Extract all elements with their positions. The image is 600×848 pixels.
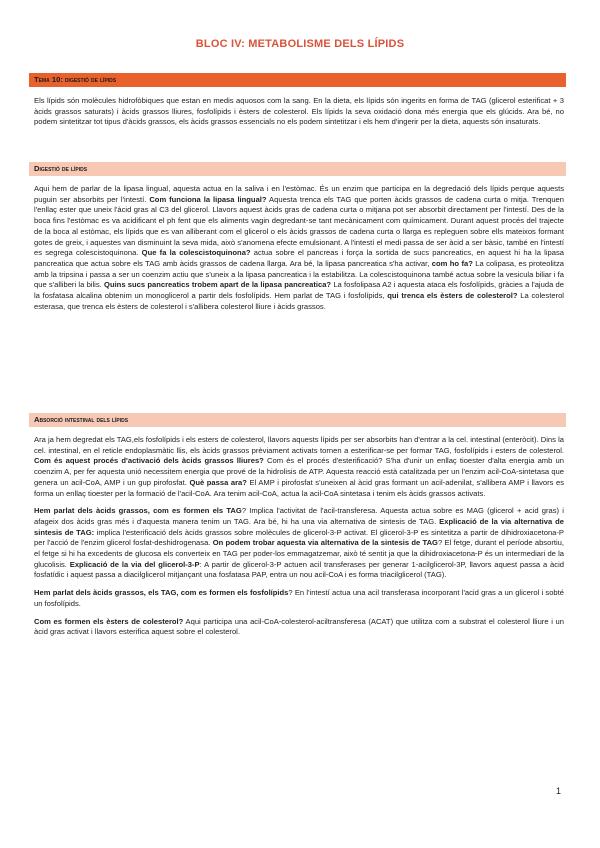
digestio-text-4: La colipasa, es proteolitza amb la tripsina i passa a ser un coenzim actiu que s'uneix a la lipasa pancreatica i la estabilitza. La colescistoquinona també actua sobre la vesicula biliar i fa que s'alliberi la bilis. [34,258,564,290]
digestio-paragraph [34,184,564,312]
absorcio-paragraph-4 [34,617,564,638]
absorcio-text-5: implica l'esterificació dels àcids grassos sobre molècules de glicerol-3-P activat. El glicerol-3-P es sintetitza a partir de dihidroxiacetona-P per l'acció de l'enzim glicerol fosfat-deshidrogenasa. [34,527,564,548]
digestio-text-2: Aquesta trenca els TAG que porten àcids grassos de cadena curta o mitja. Trenquen l'enllaç ester que uneix l'àcid gras al C3 del glicerol. Llavors aquest àcids gras de cadena curta o mitjana pot ser absorbit directament per l'intestí. Des de la boca fins l'estòmac es va acidificant el ph fent que els aliments vagin degredant-se tant mecànicament com químicament. Durant aquest procés del trajecte de la boca al estòmac, els lípids que es van alliberant com el glicerol o els àcids grassos de cadena curta o llarga es repleguen sobre ells mateixos formant gotes de greix, i aquestes van disminuint la seva mida, això s'anomena efecte emulsionant. A l'intestí el medi passa de ser àcid a ser bàsic, també en l'intestí es segrega colescistoquinona. [34,194,565,258]
absorcio-question-2: Què passa ara? [189,477,247,487]
digestio-question-1: Com funciona la lipasa lingual? [149,194,267,204]
absorcio-question-8: Com es formen els èsters de colesterol? [34,616,184,626]
absorcio-question-6: Explicació de la via del glicerol-3-P [69,559,200,569]
digestio-text-1: Aqui hem de parlar de la lipasa lingual, aquesta actua en la saliva i en l'estòmac. És un enzim que participa en la degredació dels lípids perque aquests puguin ser absorbits per l'intestí. [34,184,564,204]
absorcio-paragraph-1 [34,435,564,499]
page-number: 1 [556,786,562,796]
digestio-text-3: actua sobre el pancreas i força la sortida de sucs pancreatics, en aquest hi ha la lipasa pancreatica que actua sobre els TAG amb àcids grassos de cadena llarga. Ara bé, la lipasa pancreatica s'ha activar, [34,248,564,268]
absorcio-body [34,435,564,645]
tema-heading-rest: : digestió de lípids [60,75,117,84]
absorcio-paragraph-3 [34,588,564,609]
digestio-question-5: qui trenca els èsters de colesterol? [387,291,518,301]
section-heading-absorcio: Absorció intestinal dels lípids [29,413,566,427]
tema-heading-number: Tema 10 [34,75,61,84]
digestio-question-4: Quins sucs pancreatics trobem apart de la lipasa pancreatica? [104,280,332,290]
digestio-text-6: La colesterol esterasa, que trenca els èsters de colesterol i s'allibera colesterol lliure i àcids grassos. [34,291,564,311]
absorcio-paragraph-2 [34,506,564,581]
absorcio-text-2: Com és el procés d'esterificació? S'ha d'unir un enllaç tioester d'alta energia amb un coenzim A, per fer aquesta unió necessitem energia que prové de la hidrolisis de ATP. Aquesta reacció està catalitzada per un l'enzim acil-CoA-sintetasa que genera un acil-CoA, AMP i un gup pirofosfat. [34,456,564,487]
absorcio-question-1: Com és aquest procés d'activació dels àcids grassos lliures? [34,456,264,466]
absorcio-text-3: El AMP i pirofosfat s'uneixen al àcid gras formant un acil-adenilat, s'allibera AMP i llavors es forma un enllaç tioester per la formació de l'acil-CoA. Ara tenim acil-CoA, actua la acil-CoA sintetasa i tenim els àcids grassos activats. [34,477,565,498]
document-title: BLOC IV: METABOLISME DELS LÍPIDS [195,38,405,50]
section-heading-tema-10 [29,73,566,87]
absorcio-question-4: Explicació de la via alternativa de sintesis de TAG: [34,516,564,537]
absorcio-question-3: Hem parlat dels àcids grassos, com es formen els TAG [34,506,242,516]
absorcio-text-4: ? Implica l'activitat de l'acil-transferesa. Aquesta actua sobre es MAG (glicerol + acid gras) i afageix dos àcids gras més i d'aquesta manera tenim un TAG. Ara bé, hi ha una via alternativa de sintesis de TAG. [34,506,564,526]
digestio-body [34,184,564,319]
intro-text: Els lípids són molècules hidrofòbiques que estan en medis aquosos com la sang. En la dieta, els lípids són ingerits en forma de TAG (glicerol esterificat + 3 àcids grassos saturats) i àcids grassos lliures, fosfolípids i èsters de colesterol. Els lípids la seva oxidació dona més energia que els glúcids. Ara bé, no podem sintetitzar tot tipus d'àcids grassos, els àcids grassos essencials no els podem sintetitzar i els hem d'ingerir per la dieta, aquests són insaturats. [34,96,564,127]
digestio-text-5: La fosfolipasa A2 i aquesta ataca els fosfolípids, gràcies a l'ajuda de la fosfatasa alcalina obtenim un monoglicerol a partir dels fosfolípids. Hem parlat de TAG i fosfolípids, [34,280,565,301]
digestio-question-3: com ho fa? [431,258,473,268]
absorcio-question-5: On podem trobar aquesta via alternativa de la sintesis de TAG [212,538,438,548]
absorcio-text-7: : A partir de glicerol-3-P actuen acil transferases per generar 1-acilglicerol-3P, llavors aquest passa a àcid fosfatídic i aquest passa a diacilglicerol mitjançant una fosfatasa PAP, entra un nou acil-CoA i es forma triacilglicerol (TAG). [34,559,564,580]
tema-intro-paragraph [34,96,564,135]
digestio-question-2: Que fa la colescistoquinona? [141,248,251,258]
absorcio-text-6: ? El fetge, durant el període absortiu, el fetge si hi ha excedents de glucosa els converteix en TAG per poder-los emmagatzemar, això té sentit ja que la dihidroxiacetona-P és un intermediari de la glucolisis. [34,538,564,569]
absorcio-question-7: Hem parlat dels àcids grassos, els TAG, com es formen els fosfolípids [34,588,289,598]
absorcio-text-9: Aqui participa una acil-CoA-colesterol-aciltransferesa (ACAT) que utilitza com a substrat el colesterol lliure i un àcid gras activat i llavors esterifica aquest sobre el colesterol. [34,616,564,637]
section-heading-digestio: Digestió de lípids [29,162,566,176]
absorcio-text-1: Ara ja hem degredat els TAG,els fosfolípids i els esters de colesterol, llavors aquests lípids per ser absorbits han d'entrar a la cel. intestinal (enteròcit). Dins la cel. intestinal, en el reticle endoplasmàtic llis, els àcids grassos prèviament activats tornen a esterificar-se per formar TAG, fosfolípids i esters de colesterol. [34,435,564,455]
absorcio-text-8: ? En l'intestí actua una acil transferasa incorporant l'acid gras a un glicerol i sobté un fosfolípids. [34,588,564,608]
